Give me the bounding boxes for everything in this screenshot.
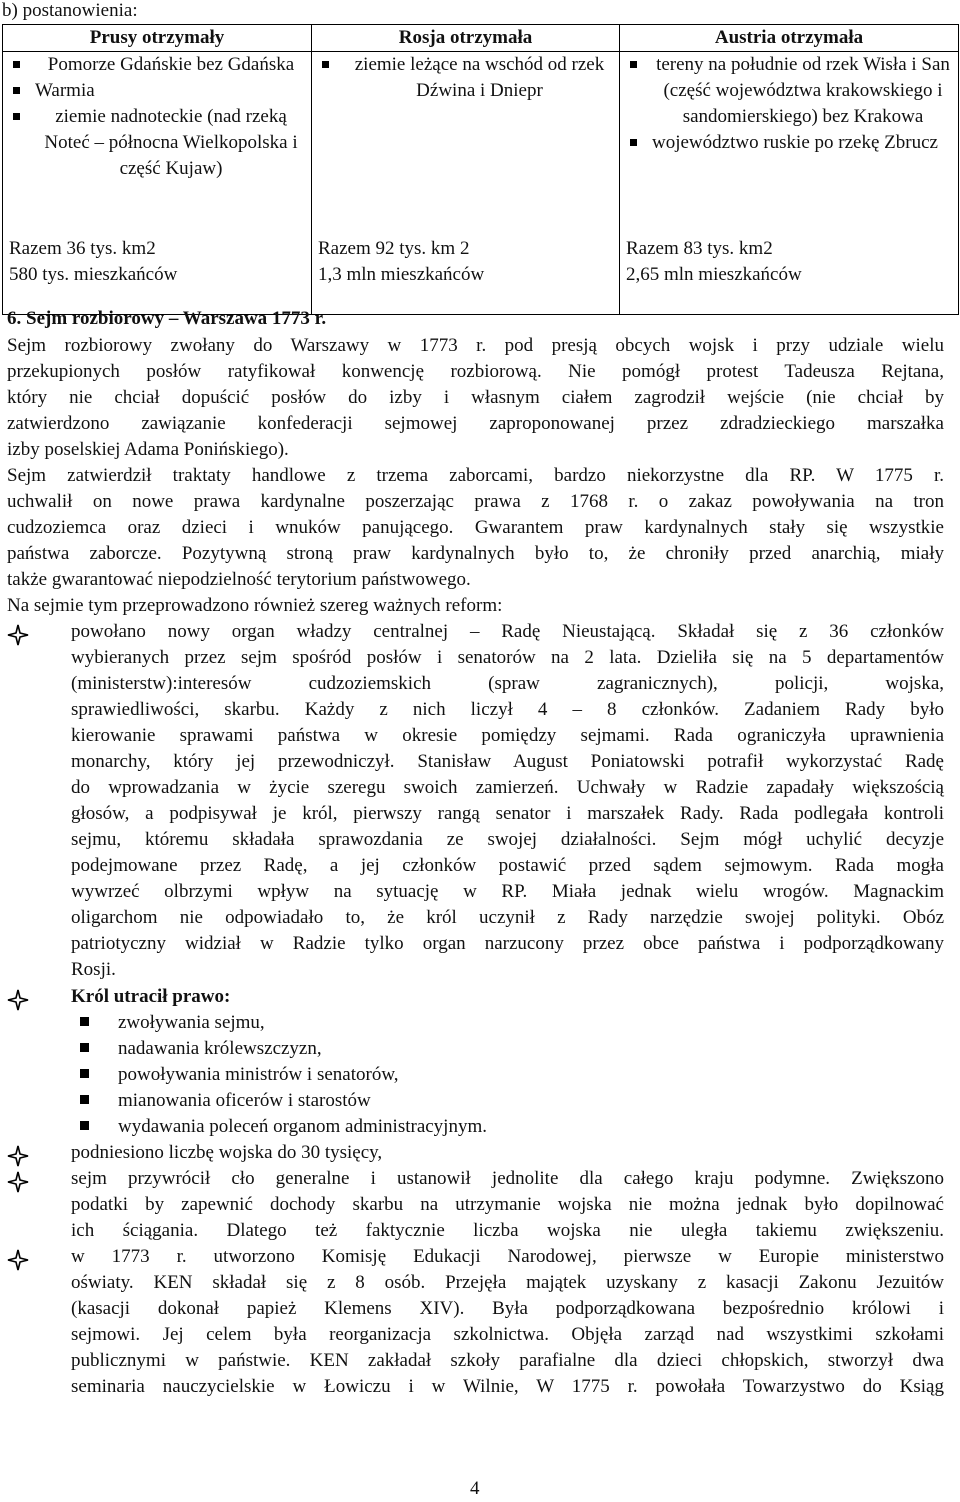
king-title: Król utracił prawo: [71, 986, 231, 1007]
paragraph-line: przekupionych posłów ratyfikował konwencję rozbiorową. Nie pomógł protest Tadeusza Rejtana, [7, 361, 944, 382]
partition-table [2, 24, 959, 315]
rada-line: wybieranych przez sejm spośród posłów i senatorów na 2 lata. Dzieliła się na 5 departamentów [71, 647, 944, 668]
list-item: Pomorze Gdańskie bez Gdańska [9, 52, 307, 78]
rada-line: sejmu, któremu składała sprawozdania ze swojej działalności. Sejm mógł uchylić decyzje [71, 829, 944, 850]
bullet-square-icon [80, 1095, 89, 1104]
bullet-square-icon [80, 1121, 89, 1130]
duty-line: ich ściągania. Dlatego też faktycznie liczba wojska nie uległa takiemu zwiększeniu. [71, 1220, 944, 1241]
king-item: zwoływania sejmu, [118, 1012, 265, 1033]
bullet-square-icon [322, 61, 329, 68]
page-number: 4 [470, 1478, 480, 1499]
population-total: 2,65 mln mieszkańców [626, 264, 802, 285]
totals [626, 236, 802, 288]
area-total: Razem 36 tys. km2 [9, 238, 156, 259]
ken-line: seminaria nauczycielskie w Łowiczu i w Wilnie, W 1775 r. powołała Towarzystwo do Ksiąg [71, 1376, 944, 1397]
rada-line: do wprowadzania w życie szeregu swoich zamierzeń. Uchwały w Radzie zapadały większością [71, 777, 944, 798]
king-item: nadawania królewszczyzn, [118, 1038, 322, 1059]
header-austria: Austria otrzymała [620, 25, 959, 52]
rada-line: patriotyczny widział w Radzie tylko organ narzucony przez obce państwa i podporządkowany [71, 933, 944, 954]
paragraph-line: uchwalił on nowe prawa kardynalne poszerzając prawa z 1768 r. o zakaz powoływania na tron [7, 491, 944, 512]
bullet-square-icon [13, 61, 20, 68]
king-item: mianowania oficerów i starostów [118, 1090, 371, 1111]
paragraph-line: Sejm rozbiorowy zwołany do Warszawy w 1773 r. pod presją obcych wojsk i przy udziale wielu [7, 335, 944, 356]
paragraph-line: cudzoziemca oraz dzieci i wnuków panującego. Gwarantem praw kardynalnych stały się wszystkie [7, 517, 944, 538]
rada-line: powołano nowy organ władzy centralnej – Radę Nieustającą. Składał się z 36 członków [71, 621, 944, 642]
bullet-square-icon [630, 61, 637, 68]
ken-line: w 1773 r. utworzono Komisję Edukacji Narodowej, pierwsze w Europie ministerstwo [71, 1246, 944, 1267]
rada-line: monarchy, który jej przewodniczył. Stanisław August Poniatowski potrafił wykorzystać Radę [71, 751, 944, 772]
list-item: Warmia [9, 78, 307, 104]
russia-cell [312, 52, 620, 315]
list-item: ziemie nadnoteckie (nad rzeką Noteć – północna Wielkopolska i część Kujaw) [9, 104, 307, 182]
austria-cell [620, 52, 959, 315]
rada-line: Rosji. [71, 959, 116, 980]
paragraph-line: zatwierdzono zawiązanie konfederacji sejmowej zaproponowanej przez zdradzieckiego marszałka [7, 413, 944, 434]
duty-line: sejm przywrócił cło generalne i ustanowił jednolite dla całego kraju podymne. Zwiększono [71, 1168, 944, 1189]
king-item: powoływania ministrów i senatorów, [118, 1064, 399, 1085]
paragraph-line: także gwarantować niepodzielność terytorium państwowego. [7, 569, 471, 590]
bullet-square-icon [80, 1017, 89, 1026]
bullet-square-icon [13, 113, 20, 120]
ken-line: (kasacji dokonał papież Klemens XIV). Była podporządkowana bezpośrednio królowi i [71, 1298, 944, 1319]
diamond-bullet-icon [7, 1171, 29, 1193]
paragraph-line: państwa zaborcze. Pozytywną stroną praw kardynalnych było to, że chroniły przed anarchią, miały [7, 543, 944, 564]
army-item: podniesiono liczbę wojska do 30 tysięcy, [71, 1142, 383, 1163]
bullet-square-icon [630, 139, 637, 146]
rada-line: sprawiedliwości, skarbu. Każdy z nich liczył 4 – 8 członków. Zadaniem Rady było [71, 699, 944, 720]
area-total: Razem 92 tys. km 2 [318, 238, 470, 259]
rada-line: głosów, a podpisywał je król, pierwszy rangą senator i marszałek Rady. Rada podlegała kontroli [71, 803, 944, 824]
population-total: 580 tys. mieszkańców [9, 264, 178, 285]
prussia-cell [3, 52, 312, 315]
ken-line: sejmowi. Jej celem była reorganizacja szkolnictwa. Objęła zarząd nad wszystkimi szkołami [71, 1324, 944, 1345]
population-total: 1,3 mln mieszkańców [318, 264, 485, 285]
duty-line: podatki by zapewnić dochody skarbu na utrzymanie wojska nie można jednak było dopilnować [71, 1194, 944, 1215]
totals [9, 236, 177, 288]
rada-line: oligarchom nie odpowiadało to, że król uczynił z Rady narzędzie swojej polityki. Obóz [71, 907, 944, 928]
king-item: wydawania poleceń organom administracyjnym. [118, 1116, 487, 1137]
ken-line: publicznymi w państwie. KEN zakładał szkoły parafialne dla dzieci chłopskich, stworzył dwa [71, 1350, 944, 1371]
paragraph-line: Sejm zatwierdził traktaty handlowe z trzema zaborcami, bardzo niekorzystne dla RP. W 1775 r. [7, 465, 944, 486]
paragraph-line: izby poselskiej Adama Ponińskiego). [7, 439, 289, 460]
diamond-bullet-icon [7, 1145, 29, 1167]
area-total: Razem 83 tys. km2 [626, 238, 773, 259]
header-russia: Rosja otrzymała [312, 25, 620, 52]
diamond-bullet-icon [7, 989, 29, 1011]
section-heading-b: b) postanowienia: [2, 0, 138, 21]
list-item: ziemie leżące na wschód od rzek Dźwina i Dniepr [318, 52, 615, 104]
bullet-square-icon [80, 1069, 89, 1078]
bullet-square-icon [13, 87, 20, 94]
section-title: 6. Sejm rozbiorowy – Warszawa 1773 r. [7, 308, 327, 329]
paragraph-line: Na sejmie tym przeprowadzono również szereg ważnych reform: [7, 595, 503, 616]
list-item: tereny na południe od rzek Wisła i San (część województwa krakowskiego i sandomierskiego) bez Krakowa [626, 52, 954, 130]
list-item: województwo ruskie po rzekę Zbrucz [626, 130, 954, 156]
header-prussia: Prusy otrzymały [3, 25, 312, 52]
diamond-bullet-icon [7, 624, 29, 646]
rada-line: wywrzeć olbrzymi wpływ na sytuację w RP. Miała jednak wielu wrogów. Magnackim [71, 881, 944, 902]
paragraph-line: który nie chciał dopuścić posłów do izby i własnym ciałem zagrodził wejście (nie chciał by [7, 387, 944, 408]
rada-line: (ministerstw):interesów cudzoziemskich (spraw zagranicznych), policji, wojska, [71, 673, 944, 694]
ken-line: oświaty. KEN składał się z 8 osób. Przejęła majątek uzyskany z kasacji Zakonu Jezuitów [71, 1272, 944, 1293]
rada-line: kierowanie sprawami państwa w okresie pomiędzy sejmami. Rada ograniczyła uprawnienia [71, 725, 944, 746]
rada-line: podejmowane przez Radę, a jej członków postawić przed sądem sejmowym. Rada mogła [71, 855, 944, 876]
bullet-square-icon [80, 1043, 89, 1052]
diamond-bullet-icon [7, 1249, 29, 1271]
totals [318, 236, 484, 288]
